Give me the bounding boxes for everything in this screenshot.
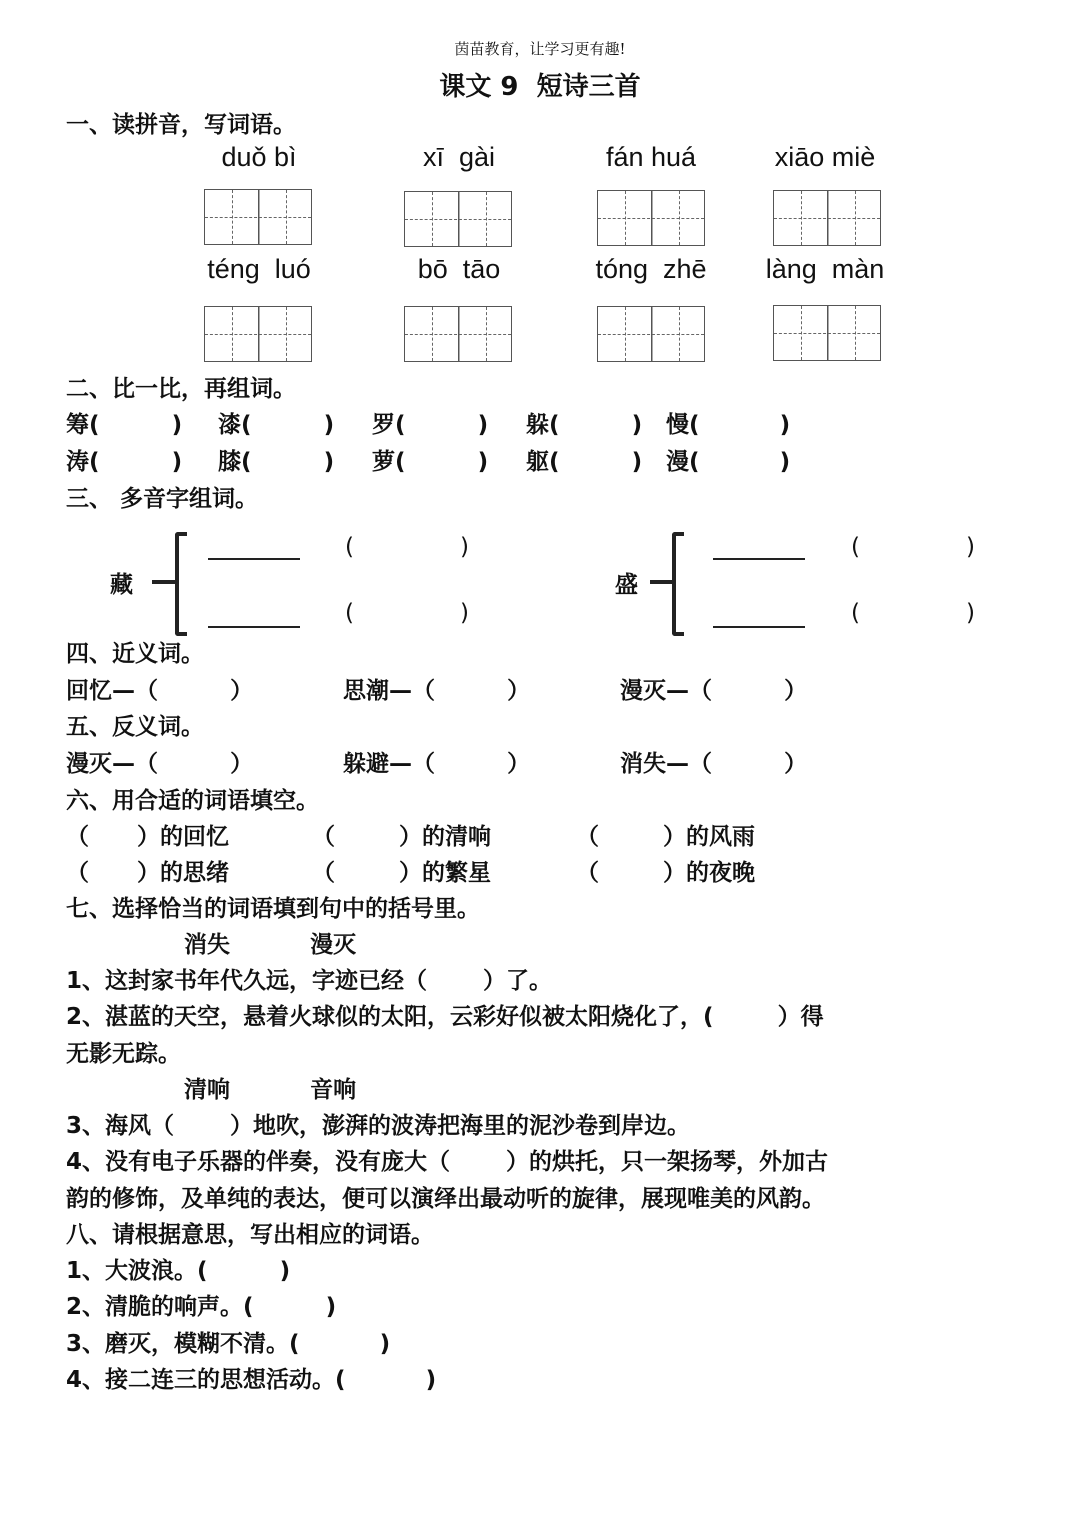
compare-item[interactable]: 涛( ): [66, 449, 183, 475]
compare-item[interactable]: 筹( ): [66, 412, 183, 438]
paren: ): [966, 600, 975, 626]
question-2[interactable]: 2、湛蓝的天空，悬着火球似的太阳，云彩好似被太阳烧化了，( ）得: [66, 1004, 824, 1030]
brace-stub: [152, 580, 176, 584]
question-3[interactable]: 3、海风（ ）地吹，澎湃的波涛把海里的泥沙卷到岸边。: [66, 1113, 691, 1139]
writing-grid[interactable]: [204, 306, 312, 362]
brace-stub: [650, 580, 674, 584]
antonym-item[interactable]: 躲避—（ ）: [343, 751, 531, 777]
compare-item[interactable]: 膝( ): [218, 449, 335, 475]
pinyin: xī gài: [422, 142, 496, 172]
compare-item[interactable]: 躯( ): [526, 449, 643, 475]
pinyin: làng màn: [765, 254, 885, 284]
fill-item[interactable]: （ ）的清响: [312, 824, 492, 850]
writing-grid[interactable]: [404, 191, 512, 247]
synonym-item[interactable]: 漫灭—（ ）: [620, 678, 808, 704]
section-7-heading: 七、选择恰当的词语填到句中的括号里。: [66, 896, 480, 922]
synonym-item[interactable]: 回忆—（ ）: [66, 678, 254, 704]
paren: (: [851, 534, 860, 560]
question-4[interactable]: 4、没有电子乐器的伴奏，没有庞大（ ）的烘托，只一架扬琴，外加古: [66, 1149, 829, 1175]
pinyin: tóng zhē: [595, 254, 707, 284]
compare-item[interactable]: 躲( ): [526, 412, 643, 438]
fill-item[interactable]: （ ）的思绪: [66, 860, 230, 886]
pinyin: bō tāo: [417, 254, 501, 284]
synonym-item[interactable]: 思潮—（ ）: [343, 678, 531, 704]
pinyin: téng luó: [207, 254, 311, 284]
brace: [175, 532, 187, 636]
question-1[interactable]: 1、这封家书年代久远，字迹已经（ ）了。: [66, 968, 553, 994]
meaning-item[interactable]: 1、大波浪。( ): [66, 1258, 291, 1284]
answer-line[interactable]: [208, 558, 300, 560]
section-5-heading: 五、反义词。: [66, 714, 204, 740]
paren: ): [460, 534, 469, 560]
writing-grid[interactable]: [597, 306, 705, 362]
writing-grid[interactable]: [773, 305, 881, 361]
section-1-heading: 一、读拼音，写词语。: [66, 112, 296, 138]
meaning-item[interactable]: 3、磨灭，模糊不清。( ): [66, 1331, 391, 1357]
page-title: 课文 9 短诗三首: [439, 72, 641, 102]
paren: (: [345, 600, 354, 626]
word-choices: 清响 音响: [184, 1077, 357, 1103]
paren: ): [966, 534, 975, 560]
meaning-item[interactable]: 4、接二连三的思想活动。( ): [66, 1367, 437, 1393]
section-4-heading: 四、近义词。: [66, 641, 204, 667]
paren: (: [345, 534, 354, 560]
paren: ): [460, 600, 469, 626]
section-3-heading: 三、 多音字组词。: [66, 486, 259, 512]
paren: (: [851, 600, 860, 626]
writing-grid[interactable]: [404, 306, 512, 362]
pinyin: duǒ bì: [221, 142, 297, 172]
polyphone-char: 藏: [110, 572, 133, 598]
writing-grid[interactable]: [597, 190, 705, 246]
antonym-item[interactable]: 消失—（ ）: [620, 751, 808, 777]
compare-item[interactable]: 萝( ): [372, 449, 489, 475]
writing-grid[interactable]: [773, 190, 881, 246]
word-choices: 消失 漫灭: [184, 932, 357, 958]
polyphone-char: 盛: [615, 572, 638, 598]
compare-item[interactable]: 漫( ): [666, 449, 791, 475]
brace: [672, 532, 684, 636]
question-2-cont: 无影无踪。: [66, 1041, 181, 1067]
compare-item[interactable]: 漆( ): [218, 412, 335, 438]
section-2-heading: 二、比一比，再组词。: [66, 376, 296, 402]
compare-item[interactable]: 罗( ): [372, 412, 489, 438]
meaning-item[interactable]: 2、清脆的响声。( ): [66, 1294, 337, 1320]
fill-item[interactable]: （ ）的回忆: [66, 824, 230, 850]
fill-item[interactable]: （ ）的繁星: [312, 860, 492, 886]
compare-item[interactable]: 慢( ): [666, 412, 791, 438]
pinyin: xiāo miè: [774, 142, 876, 172]
page-header: 茵苗教育，让学习更有趣!: [454, 40, 626, 58]
section-8-heading: 八、请根据意思，写出相应的词语。: [66, 1222, 434, 1248]
answer-line[interactable]: [208, 626, 300, 628]
fill-item[interactable]: （ ）的夜晚: [576, 860, 756, 886]
pinyin: fán huá: [605, 142, 697, 172]
answer-line[interactable]: [713, 558, 805, 560]
writing-grid[interactable]: [204, 189, 312, 245]
antonym-item[interactable]: 漫灭—（ ）: [66, 751, 254, 777]
answer-line[interactable]: [713, 626, 805, 628]
section-6-heading: 六、用合适的词语填空。: [66, 788, 319, 814]
question-4-cont: 韵的修饰，及单纯的表达，便可以演绎出最动听的旋律，展现唯美的风韵。: [66, 1186, 825, 1212]
fill-item[interactable]: （ ）的风雨: [576, 824, 756, 850]
